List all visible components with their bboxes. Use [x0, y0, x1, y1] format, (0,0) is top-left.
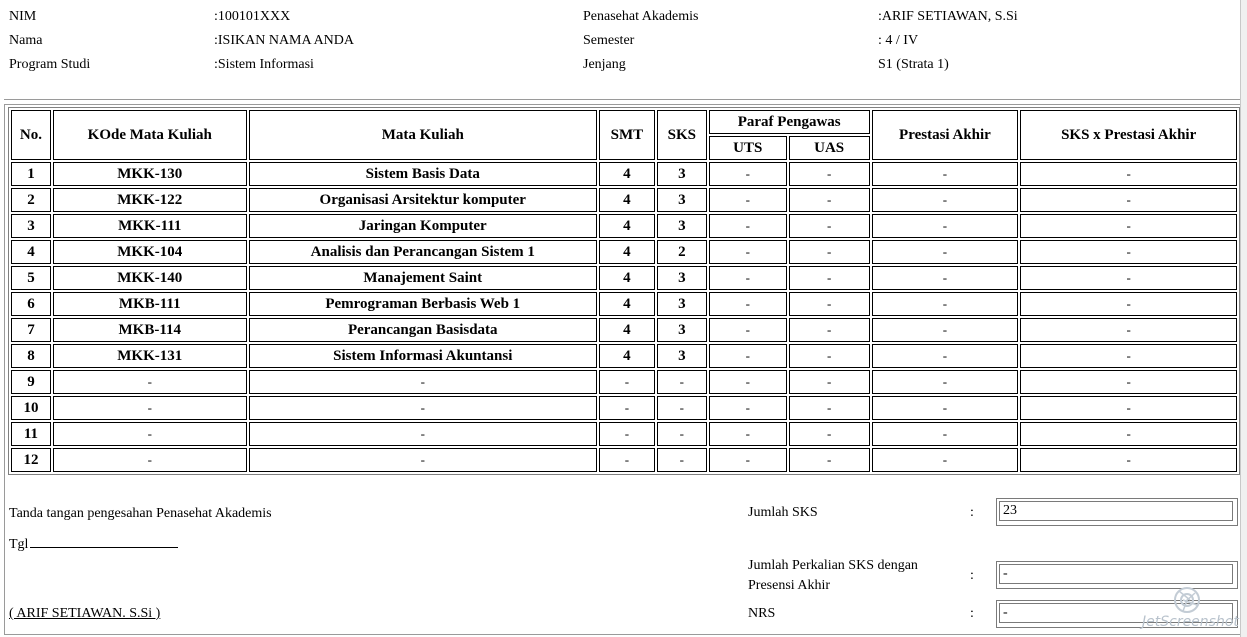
- cell-uas: -: [789, 396, 870, 420]
- table-row: [11, 318, 1237, 342]
- jumlah-perkalian-box: [996, 561, 1238, 589]
- cell-matkul: Perancangan Basisdata: [249, 318, 597, 342]
- student-info-header: [0, 0, 1241, 96]
- jenjang-value: S1 (Strata 1): [878, 57, 949, 72]
- cell-matkul: -: [249, 448, 597, 472]
- table-row: [11, 396, 1237, 420]
- cell-uts: -: [709, 344, 787, 368]
- semester-value: : 4 / IV: [878, 33, 919, 48]
- cell-sks: 3: [657, 318, 707, 342]
- cell-sks-x-prestasi: -: [1020, 396, 1237, 420]
- table-row: [11, 214, 1237, 238]
- cell-no: 5: [11, 266, 51, 290]
- cell-kode: -: [53, 448, 247, 472]
- cell-sks: 3: [657, 344, 707, 368]
- vertical-scrollbar[interactable]: [1240, 0, 1247, 637]
- cell-smt: -: [599, 396, 655, 420]
- table-row: [11, 188, 1237, 212]
- cell-sks: -: [657, 448, 707, 472]
- jumlah-perkalian-label-1: Jumlah Perkalian SKS dengan: [748, 558, 918, 573]
- cell-sks-x-prestasi: -: [1020, 266, 1237, 290]
- cell-matkul: Pemrograman Berbasis Web 1: [249, 292, 597, 316]
- cell-sks-x-prestasi: -: [1020, 422, 1237, 446]
- cell-uas: -: [789, 292, 870, 316]
- cell-matkul: Sistem Basis Data: [249, 162, 597, 186]
- nrs-label: NRS: [748, 606, 776, 621]
- cell-smt: -: [599, 448, 655, 472]
- tgl-field: [9, 535, 178, 553]
- cell-prestasi: -: [872, 240, 1019, 264]
- cell-uas: -: [789, 318, 870, 342]
- watermark-text: JetScreenshot: [1142, 614, 1239, 630]
- jenjang-label: Jenjang: [583, 57, 626, 72]
- prodi-label: Program Studi: [9, 57, 91, 72]
- cell-prestasi: -: [872, 344, 1019, 368]
- cell-sks: 2: [657, 240, 707, 264]
- cell-sks: 3: [657, 214, 707, 238]
- cell-matkul: -: [249, 370, 597, 394]
- col-header-smt: SMT: [599, 110, 655, 160]
- col-header-paraf: Paraf Pengawas: [709, 110, 870, 134]
- table-row: [11, 370, 1237, 394]
- col-header-uas: UAS: [789, 136, 870, 160]
- cell-sks-x-prestasi: -: [1020, 318, 1237, 342]
- cell-kode: -: [53, 396, 247, 420]
- cell-no: 6: [11, 292, 51, 316]
- col-header-prestasi: Prestasi Akhir: [872, 110, 1019, 160]
- cell-uts: -: [709, 188, 787, 212]
- cell-sks-x-prestasi: -: [1020, 344, 1237, 368]
- cell-smt: 4: [599, 266, 655, 290]
- cell-matkul: Manajement Saint: [249, 266, 597, 290]
- cell-kode: MKK-104: [53, 240, 247, 264]
- cell-smt: 4: [599, 240, 655, 264]
- cell-no: 3: [11, 214, 51, 238]
- cell-no: 9: [11, 370, 51, 394]
- cell-kode: MKK-111: [53, 214, 247, 238]
- cell-kode: MKK-131: [53, 344, 247, 368]
- cell-smt: 4: [599, 214, 655, 238]
- cell-kode: MKB-111: [53, 292, 247, 316]
- cell-uts: -: [709, 396, 787, 420]
- cell-kode: MKK-140: [53, 266, 247, 290]
- tgl-label: Tgl: [9, 537, 29, 552]
- cell-smt: 4: [599, 344, 655, 368]
- cell-matkul: -: [249, 396, 597, 420]
- cell-no: 7: [11, 318, 51, 342]
- cell-uts: -: [709, 292, 787, 316]
- table-row: [11, 448, 1237, 472]
- cell-no: 11: [11, 422, 51, 446]
- cell-kode: MKK-122: [53, 188, 247, 212]
- cell-sks-x-prestasi: -: [1020, 188, 1237, 212]
- cell-uts: -: [709, 266, 787, 290]
- col-header-matkul: Mata Kuliah: [249, 110, 597, 160]
- cell-sks: -: [657, 370, 707, 394]
- cell-sks-x-prestasi: -: [1020, 240, 1237, 264]
- cell-uas: -: [789, 162, 870, 186]
- nama-value: :ISIKAN NAMA ANDA: [214, 33, 355, 48]
- nim-label: NIM: [9, 9, 37, 24]
- cell-uas: -: [789, 422, 870, 446]
- table-row: [11, 240, 1237, 264]
- cell-smt: -: [599, 422, 655, 446]
- cell-sks-x-prestasi: -: [1020, 448, 1237, 472]
- prodi-value: :Sistem Informasi: [214, 57, 314, 72]
- cell-uas: -: [789, 370, 870, 394]
- col-header-sks: SKS: [657, 110, 707, 160]
- cell-uts: -: [709, 370, 787, 394]
- cell-uas: -: [789, 240, 870, 264]
- col-header-no: No.: [11, 110, 51, 160]
- nama-label: Nama: [9, 33, 43, 48]
- pa-value: :ARIF SETIAWAN, S.Si: [878, 9, 1018, 24]
- cell-smt: 4: [599, 292, 655, 316]
- signature-text: Tanda tangan pengesahan Penasehat Akademis: [9, 506, 272, 521]
- pa-label: Penasehat Akademis: [583, 9, 699, 24]
- col-header-sks-x-prestasi: SKS x Prestasi Akhir: [1020, 110, 1237, 160]
- cell-no: 8: [11, 344, 51, 368]
- cell-matkul: Jaringan Komputer: [249, 214, 597, 238]
- cell-sks: -: [657, 396, 707, 420]
- cell-no: 2: [11, 188, 51, 212]
- table-row: [11, 162, 1237, 186]
- cell-kode: MKK-130: [53, 162, 247, 186]
- cell-kode: -: [53, 422, 247, 446]
- cell-smt: 4: [599, 162, 655, 186]
- cell-uas: -: [789, 188, 870, 212]
- cell-uas: -: [789, 266, 870, 290]
- cell-matkul: Sistem Informasi Akuntansi: [249, 344, 597, 368]
- advisor-link-wrap: [9, 606, 160, 622]
- jumlah-sks-colon: :: [970, 505, 974, 520]
- cell-sks-x-prestasi: -: [1020, 162, 1237, 186]
- cell-uts: -: [709, 422, 787, 446]
- cell-sks: 3: [657, 188, 707, 212]
- cell-sks-x-prestasi: -: [1020, 292, 1237, 316]
- cell-uas: -: [789, 448, 870, 472]
- jumlah-perkalian-input[interactable]: [999, 564, 1233, 584]
- nrs-colon: :: [970, 606, 974, 621]
- cell-prestasi: -: [872, 422, 1019, 446]
- tgl-line: [30, 535, 178, 548]
- cell-no: 4: [11, 240, 51, 264]
- cell-matkul: Analisis dan Perancangan Sistem 1: [249, 240, 597, 264]
- cell-uts: -: [709, 240, 787, 264]
- cell-no: 1: [11, 162, 51, 186]
- cell-prestasi: -: [872, 448, 1019, 472]
- cell-uas: -: [789, 344, 870, 368]
- cell-sks: 3: [657, 162, 707, 186]
- watermark: [1140, 586, 1244, 634]
- jumlah-sks-label: Jumlah SKS: [748, 505, 818, 520]
- cell-uas: -: [789, 214, 870, 238]
- cell-prestasi: -: [872, 214, 1019, 238]
- cell-prestasi: -: [872, 370, 1019, 394]
- cell-sks: -: [657, 422, 707, 446]
- cell-uts: -: [709, 214, 787, 238]
- col-header-uts: UTS: [709, 136, 787, 160]
- table-row: [11, 422, 1237, 446]
- jumlah-perkalian-colon: :: [970, 568, 974, 583]
- jumlah-sks-box: [996, 498, 1238, 526]
- advisor-link[interactable]: ( ARIF SETIAWAN. S.Si ): [9, 606, 161, 621]
- cell-no: 10: [11, 396, 51, 420]
- cell-uts: -: [709, 318, 787, 342]
- cell-sks: 3: [657, 292, 707, 316]
- cell-prestasi: -: [872, 396, 1019, 420]
- jumlah-perkalian-label-2: Presensi Akhir: [748, 578, 831, 593]
- camera-aperture-icon: [1170, 586, 1204, 614]
- cell-sks: 3: [657, 266, 707, 290]
- semester-label: Semester: [583, 33, 635, 48]
- cell-matkul: Organisasi Arsitektur komputer: [249, 188, 597, 212]
- cell-prestasi: -: [872, 266, 1019, 290]
- course-table: [8, 107, 1240, 475]
- cell-prestasi: -: [872, 162, 1019, 186]
- cell-prestasi: -: [872, 188, 1019, 212]
- cell-smt: 4: [599, 318, 655, 342]
- cell-sks-x-prestasi: -: [1020, 214, 1237, 238]
- cell-prestasi: -: [872, 318, 1019, 342]
- table-row: [11, 344, 1237, 368]
- cell-smt: 4: [599, 188, 655, 212]
- table-row: [11, 292, 1237, 316]
- cell-kode: -: [53, 370, 247, 394]
- cell-uts: -: [709, 448, 787, 472]
- cell-no: 12: [11, 448, 51, 472]
- cell-uts: -: [709, 162, 787, 186]
- cell-sks-x-prestasi: -: [1020, 370, 1237, 394]
- jumlah-sks-input[interactable]: [999, 501, 1233, 521]
- cell-kode: MKB-114: [53, 318, 247, 342]
- table-row: [11, 266, 1237, 290]
- nim-value: :100101XXX: [214, 9, 291, 24]
- col-header-kode: KOde Mata Kuliah: [53, 110, 247, 160]
- cell-prestasi: -: [872, 292, 1019, 316]
- cell-matkul: -: [249, 422, 597, 446]
- cell-smt: -: [599, 370, 655, 394]
